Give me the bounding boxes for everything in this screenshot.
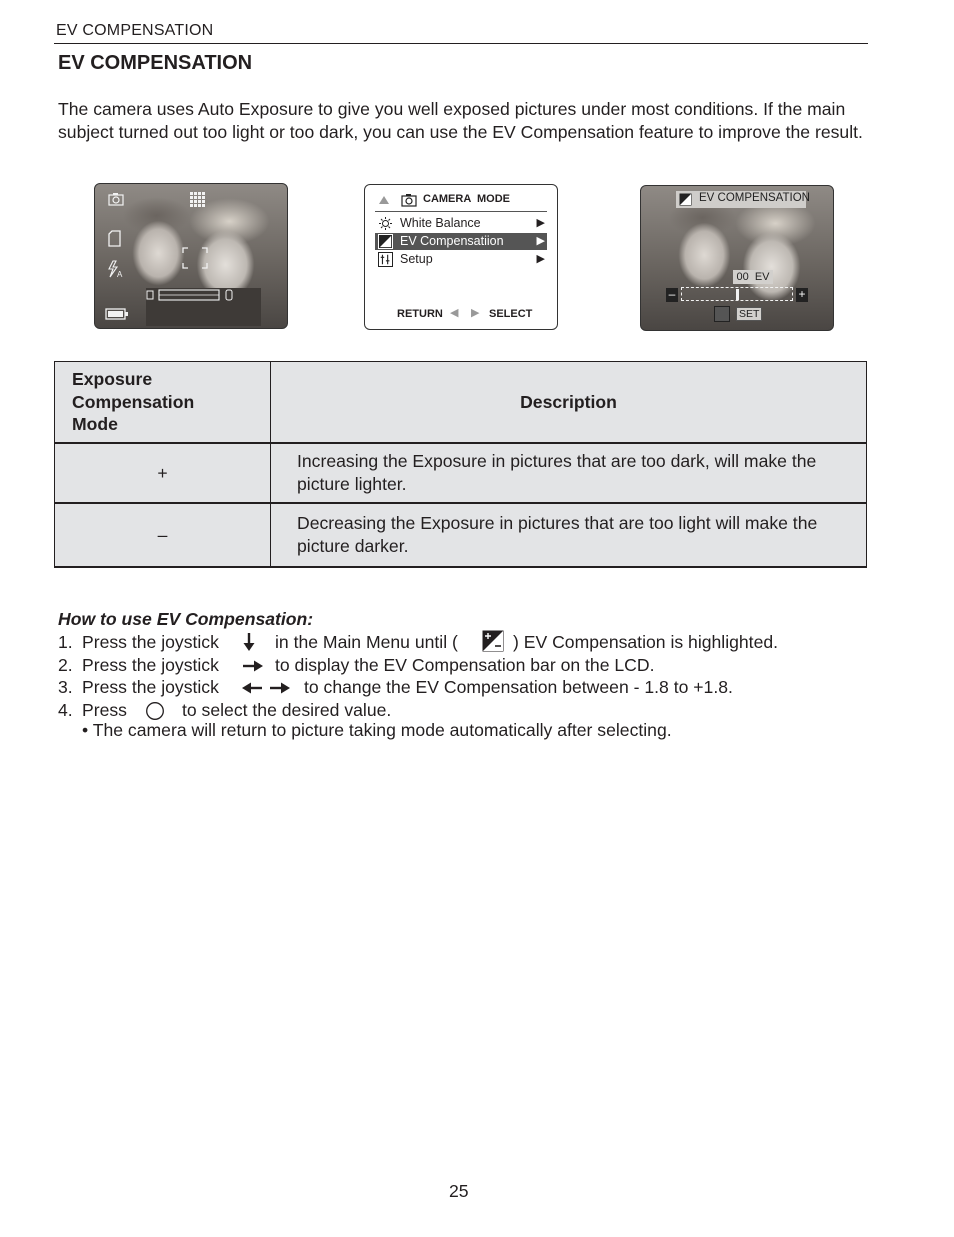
- step-text: to change the EV Compensation between - 1.8 to +1.8.: [304, 677, 733, 697]
- chevron-right-icon: ▶: [536, 217, 545, 229]
- menu-item-label: White Balance: [400, 216, 481, 230]
- menu-item-white-balance[interactable]: [375, 215, 547, 232]
- howto-title: How to use EV Compensation:: [58, 609, 314, 629]
- step-text: Press the joystick: [82, 655, 219, 675]
- camera-mode-icon: [401, 193, 417, 207]
- ev-compensation-icon: [482, 630, 504, 652]
- step-number: 1.: [58, 632, 73, 652]
- ev-compensation-icon: [378, 234, 393, 249]
- memory-card-icon: [108, 230, 121, 247]
- ev-screen: [640, 185, 834, 331]
- step-text: Press the joystick: [82, 632, 219, 652]
- menu-item-label: Setup: [400, 252, 433, 266]
- svg-text:A: A: [117, 270, 123, 278]
- step-1: [58, 631, 858, 653]
- ev-plus-button[interactable]: +: [796, 288, 808, 302]
- page-title: EV COMPENSATION: [58, 52, 253, 74]
- setup-icon: [378, 252, 393, 267]
- ev-minus-button[interactable]: –: [666, 288, 678, 302]
- step-text: ) EV Compensation is highlighted.: [513, 632, 779, 652]
- chevron-right-icon: ▶: [471, 307, 480, 319]
- menu-screen: [364, 184, 558, 330]
- focus-frame-icon: [182, 247, 208, 269]
- menu-title-rule: [375, 211, 547, 212]
- ev-mode-table: [54, 361, 867, 568]
- image-quality-icon: [189, 191, 206, 208]
- ev-scale-center-marker: [736, 289, 739, 300]
- flash-auto-icon: [107, 260, 125, 278]
- menu-title: CAMERA MODE: [423, 193, 510, 205]
- menu-item-ev-compensation[interactable]: [375, 233, 547, 250]
- table-row: [55, 503, 867, 567]
- table-cell-mode: –: [55, 503, 271, 567]
- zoom-bar-icon: [146, 287, 236, 303]
- ev-compensation-icon: [679, 193, 692, 206]
- white-balance-icon: [378, 216, 393, 231]
- set-button-icon: [145, 701, 165, 721]
- step-text: to display the EV Compensation bar on the LCD.: [275, 655, 655, 675]
- step-4: [58, 699, 858, 721]
- table-header-mode-text: Exposure Compensation Mode: [72, 369, 195, 435]
- step-text: Press: [82, 700, 127, 720]
- joystick-left-icon: [241, 681, 263, 695]
- intro-paragraph: The camera uses Auto Exposure to give you well exposed pictures under most conditions. If the main subject turned out too light or too dark, you can use the EV Compensation feature to improve the result.: [58, 99, 863, 142]
- joystick-down-icon: [242, 632, 256, 652]
- scroll-up-icon: [378, 195, 390, 205]
- preview-screen: [94, 183, 288, 329]
- menu-select-label: SELECT: [489, 308, 533, 320]
- step-2: [58, 654, 858, 676]
- ev-screen-title: EV COMPENSATION: [699, 192, 810, 204]
- step-text: to select the desired value.: [182, 700, 392, 720]
- header-rule: [54, 43, 868, 44]
- joystick-right-icon: [269, 681, 291, 695]
- table-row: [55, 443, 867, 503]
- table-header-mode: [55, 362, 271, 444]
- menu-return-label: RETURN: [397, 308, 443, 320]
- chevron-right-icon: ▶: [536, 253, 545, 265]
- menu-item-label: EV Compensatiion: [400, 234, 504, 248]
- chevron-left-icon: ◀: [450, 307, 459, 319]
- table-cell-description: Increasing the Exposure in pictures that are too dark, will make the picture lighter.: [271, 443, 867, 503]
- table-header-description: Description: [271, 362, 867, 444]
- step-number: 3.: [58, 677, 73, 697]
- chevron-right-icon: ▶: [536, 235, 545, 247]
- step-text: Press the joystick: [82, 677, 219, 697]
- step-number: 4.: [58, 700, 73, 720]
- joystick-right-icon: [242, 659, 264, 673]
- step-3: [58, 676, 858, 698]
- ev-set-label: SET: [736, 307, 762, 321]
- set-button-icon[interactable]: [714, 306, 730, 322]
- table-cell-mode: +: [55, 443, 271, 503]
- table-cell-description: Decreasing the Exposure in pictures that are too light will make the picture darker.: [271, 503, 867, 567]
- ev-value-label: 00 EV: [733, 270, 773, 284]
- battery-icon: [105, 308, 129, 320]
- menu-item-setup[interactable]: [375, 251, 547, 268]
- running-header: EV COMPENSATION: [56, 22, 214, 39]
- camera-mode-icon: [108, 192, 124, 206]
- step-text: in the Main Menu until (: [275, 632, 458, 652]
- step-number: 2.: [58, 655, 73, 675]
- page-number: 25: [449, 1181, 469, 1201]
- note-bullet: • The camera will return to picture taking mode automatically after selecting.: [82, 720, 672, 740]
- table-header-row: [55, 362, 867, 444]
